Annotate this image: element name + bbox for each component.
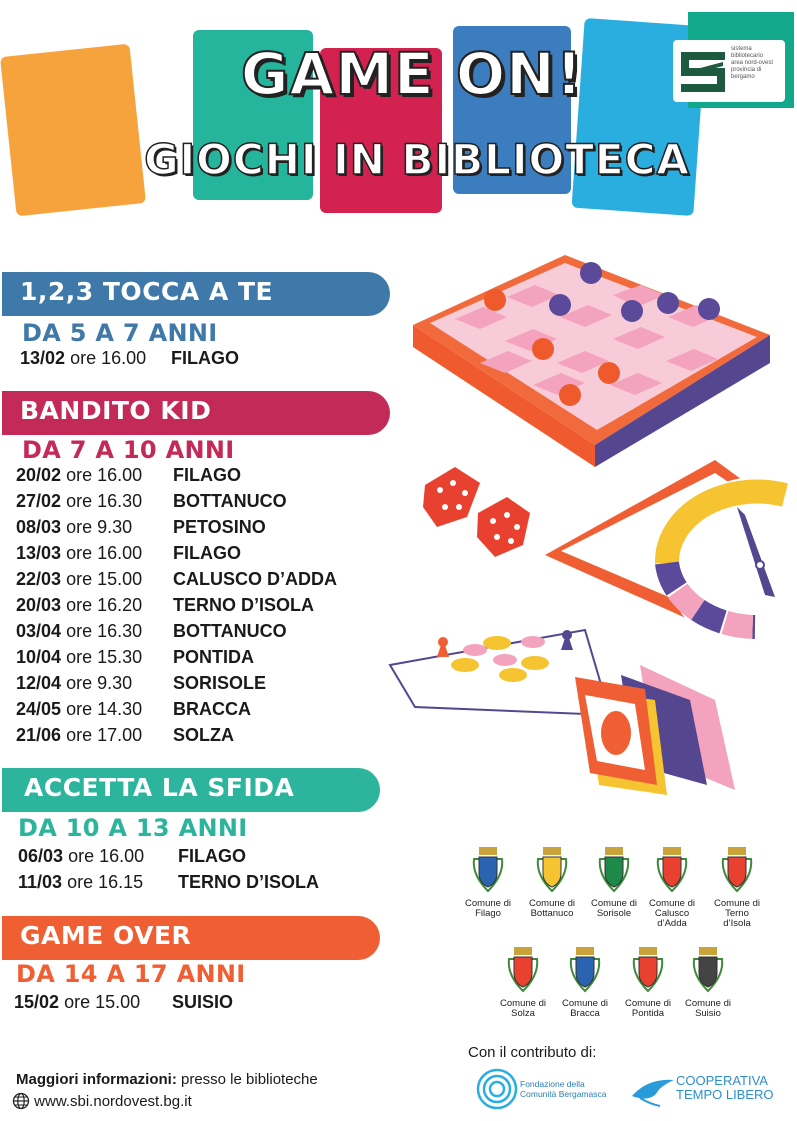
event-place: FILAGO: [173, 465, 241, 485]
event-date: 13/03: [16, 543, 62, 563]
coat-of-arms-icon: [470, 845, 506, 895]
event-row: [16, 723, 234, 747]
website-row: [12, 1092, 192, 1110]
fondazione-text: Fondazione della Comunità Bergamasca: [520, 1079, 607, 1099]
event-place: BOTTANUCO: [173, 491, 287, 511]
event-time: ore 16.00: [66, 465, 143, 485]
municipality-crest: Comune di Calusco d’Adda: [642, 845, 702, 929]
coat-of-arms-icon: [596, 845, 632, 895]
coat-of-arms-icon: [630, 945, 666, 995]
dice-icon: [423, 467, 530, 557]
event-row: 06/03 ore 16.00 FILAGO: [18, 846, 246, 866]
event-date: 12/04: [16, 673, 62, 693]
event-row: [16, 463, 241, 487]
event-row: [16, 697, 251, 721]
event-time: ore 9.30: [66, 673, 133, 693]
event-row: [16, 567, 337, 591]
event-time: ore 14.30: [66, 699, 143, 719]
event-date: 21/06: [16, 725, 62, 745]
event-time: ore 9.30: [66, 517, 133, 537]
money-cards-icon: [575, 665, 735, 795]
website-link[interactable]: www.sbi.nordovest.bg.it: [34, 1093, 192, 1110]
poster-subtitle: GIOCHI IN BIBLIOTECA: [144, 135, 690, 184]
bird-icon: [630, 1074, 676, 1108]
cooperativa-logo: [630, 1070, 780, 1110]
event-time: ore 16.30: [66, 621, 143, 641]
event-time: ore 16.20: [66, 595, 143, 615]
cooperativa-text: COOPERATIVA TEMPO LIBERO: [676, 1073, 774, 1102]
event-place: SORISOLE: [173, 673, 267, 693]
event-place: BOTTANUCO: [173, 621, 287, 641]
coat-of-arms-icon: [534, 845, 570, 895]
sbi-logo-text: sistema bibliotecario area nord-ovest provincia di bergamo: [731, 46, 774, 80]
event-date: 08/03: [16, 517, 62, 537]
event-place: PONTIDA: [173, 647, 254, 667]
section-banner: [2, 916, 380, 960]
coat-of-arms-icon: [654, 845, 690, 895]
fondazione-mark-icon: [474, 1066, 520, 1112]
event-place: CALUSCO D’ADDA: [173, 569, 337, 589]
event-place: BRACCA: [173, 699, 251, 719]
poster-title: GAME ON!: [240, 40, 584, 108]
event-row: [16, 619, 287, 643]
event-row: [16, 489, 287, 513]
fondazione-logo: [474, 1066, 624, 1112]
event-date: 03/04: [16, 621, 62, 641]
age-range: DA 5 A 7 ANNI: [22, 319, 218, 347]
event-row: [16, 645, 254, 669]
coat-of-arms-icon: [505, 945, 541, 995]
section-banner: [2, 391, 390, 435]
age-range: DA 7 A 10 ANNI: [22, 436, 235, 464]
spinner-board-icon: [545, 460, 790, 653]
municipality-crest: Comune di Solza: [493, 945, 553, 1019]
coat-of-arms-icon: [690, 945, 726, 995]
event-date: 20/02: [16, 465, 62, 485]
event-place: SOLZA: [173, 725, 234, 745]
municipality-crest: Comune di Bracca: [555, 945, 615, 1019]
event-row: [16, 593, 315, 617]
game-card-icon: [390, 630, 610, 715]
coat-of-arms-icon: [719, 845, 755, 895]
event-place: FILAGO: [173, 543, 241, 563]
more-info: Maggiori informazioni: presso le biblioteche: [16, 1071, 318, 1088]
event-time: ore 15.00: [66, 569, 143, 589]
event-place: TERNO D’ISOLA: [173, 595, 315, 615]
event-time: ore 17.00: [66, 725, 143, 745]
event-time: ore 15.30: [66, 647, 143, 667]
section-banner: [2, 272, 390, 316]
event-place: PETOSINO: [173, 517, 266, 537]
event-row: [16, 515, 266, 539]
board-games-illustration: [385, 245, 790, 810]
age-range: DA 14 A 17 ANNI: [16, 960, 246, 988]
sbi-logo: [673, 40, 785, 102]
event-date: 10/04: [16, 647, 62, 667]
event-row: 13/02 ore 16.00 FILAGO: [20, 348, 239, 368]
municipality-crest: Comune di Filago: [458, 845, 518, 919]
municipality-crest: Comune di Terno d’Isola: [707, 845, 767, 929]
section-title: ACCETTA LA SFIDA: [24, 773, 295, 802]
event-date: 22/03: [16, 569, 62, 589]
municipality-crest: Comune di Suisio: [678, 945, 738, 1019]
event-time: ore 16.00: [66, 543, 143, 563]
contribution-label: Con il contributo di:: [468, 1044, 597, 1061]
globe-icon: [12, 1092, 30, 1110]
event-date: 27/02: [16, 491, 62, 511]
municipality-crest: Comune di Sorisole: [584, 845, 644, 919]
orange-card: [0, 44, 146, 217]
section-title: BANDITO KID: [20, 396, 212, 425]
event-row: [16, 671, 267, 695]
event-date: 24/05: [16, 699, 62, 719]
event-row: 11/03 ore 16.15 TERNO D’ISOLA: [18, 872, 320, 892]
section-banner: [2, 768, 380, 812]
event-row: [16, 541, 241, 565]
municipality-crest: Comune di Pontida: [618, 945, 678, 1019]
checkerboard-icon: [413, 255, 770, 467]
section-title: GAME OVER: [20, 921, 192, 950]
section-title: 1,2,3 TOCCA A TE: [20, 277, 274, 306]
event-date: 20/03: [16, 595, 62, 615]
event-time: ore 16.30: [66, 491, 143, 511]
municipality-crest: Comune di Bottanuco: [522, 845, 582, 919]
age-range: DA 10 A 13 ANNI: [18, 814, 248, 842]
sbi-mark-icon: [675, 42, 731, 100]
event-row: 15/02 ore 15.00 SUISIO: [14, 992, 234, 1012]
coat-of-arms-icon: [567, 945, 603, 995]
